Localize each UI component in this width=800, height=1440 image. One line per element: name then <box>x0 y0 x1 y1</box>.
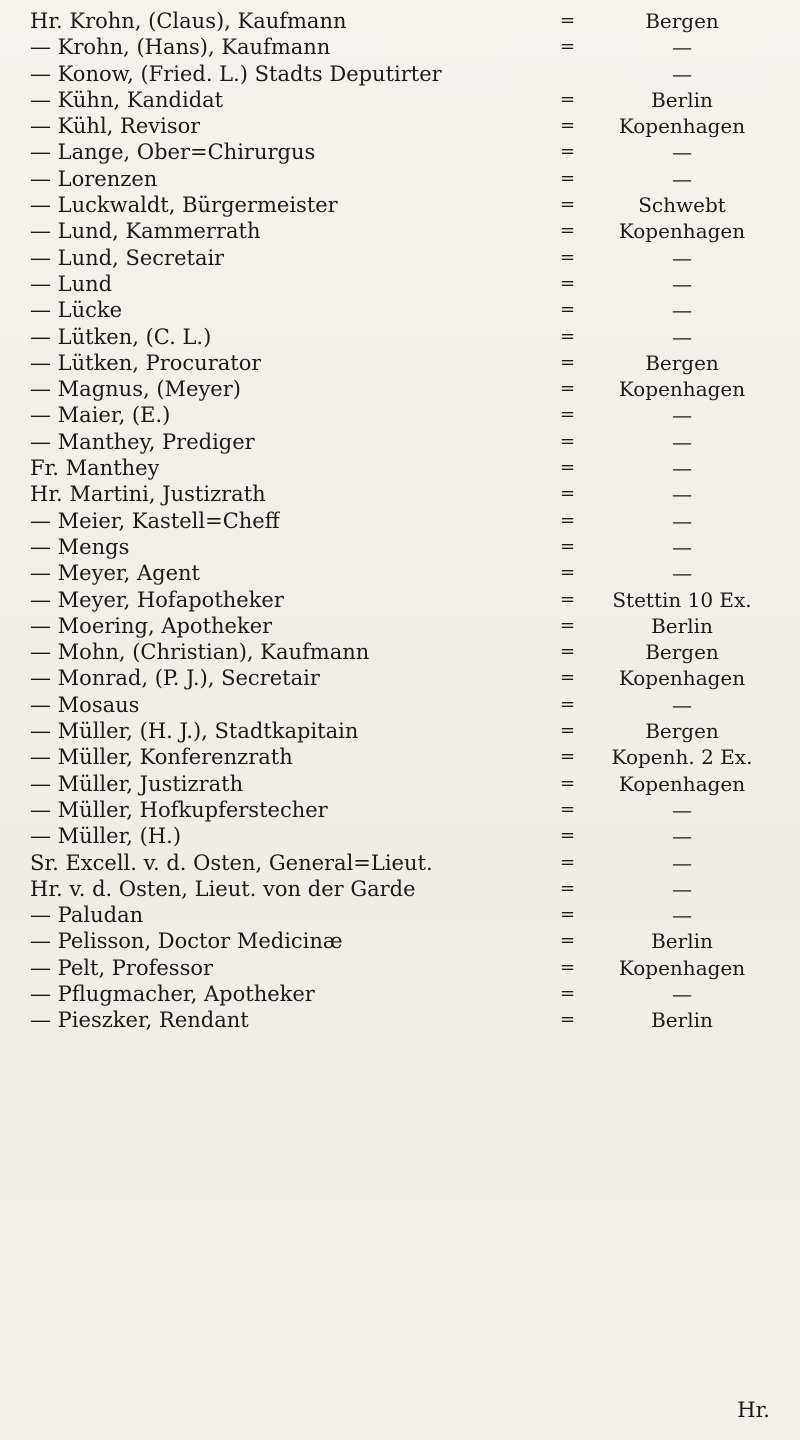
list-item <box>30 928 782 954</box>
subscriber-name: — Krohn, (Hans), Kaufmann <box>30 35 331 60</box>
separator-mark: = <box>560 430 576 452</box>
subscriber-place: — <box>672 876 692 901</box>
list-item <box>30 981 782 1007</box>
separator-mark: = <box>560 325 576 347</box>
subscriber-place: Berlin <box>651 929 713 954</box>
list-item <box>30 613 782 639</box>
subscriber-name: — Mohn, (Christian), Kaufmann <box>30 640 370 665</box>
separator-mark: = <box>560 167 576 189</box>
subscriber-place: — <box>672 561 692 586</box>
subscriber-place: — <box>672 850 692 875</box>
subscriber-name: — Lund, Kammerrath <box>30 219 261 244</box>
subscriber-name: — Mengs <box>30 534 130 559</box>
subscriber-place: Kopenhagen <box>618 219 746 244</box>
subscriber-place: — <box>672 429 692 454</box>
list-item <box>30 402 782 428</box>
subscriber-name: — Pelisson, Doctor Medicinæ <box>30 929 343 954</box>
subscriber-place: — <box>672 140 692 165</box>
subscriber-name: — Müller, Justizrath <box>30 771 244 796</box>
separator-mark: = <box>560 535 576 557</box>
subscriber-name: — Pelt, Professor <box>30 955 214 980</box>
subscriber-place: — <box>672 324 692 349</box>
separator-mark: = <box>560 509 576 531</box>
separator-mark: = <box>560 641 576 663</box>
subscriber-name: — Lund, Secretair <box>30 245 225 270</box>
subscriber-place: Stettin 10 Ex. <box>612 587 752 612</box>
separator-mark: = <box>560 877 576 899</box>
subscriber-name: — Moering, Apotheker <box>30 613 273 638</box>
subscriber-name: — Monrad, (P. J.), Secretair <box>30 666 320 691</box>
subscriber-name: — Kühn, Kandidat <box>30 87 224 112</box>
subscriber-place: — <box>672 271 692 296</box>
separator-mark: = <box>560 1009 576 1031</box>
subscriber-place: Bergen <box>645 350 719 375</box>
subscriber-name: Hr. v. d. Osten, Lieut. von der Garde <box>30 876 416 901</box>
list-item <box>30 560 782 586</box>
subscriber-place: — <box>672 981 692 1006</box>
list-item <box>30 850 782 876</box>
subscriber-list <box>30 8 782 1034</box>
separator-mark: = <box>560 36 576 58</box>
separator-mark: = <box>560 351 576 373</box>
list-item <box>30 139 782 165</box>
separator-mark: = <box>560 772 576 794</box>
separator-mark: = <box>560 141 576 163</box>
subscriber-name: Sr. Excell. v. d. Osten, General=Lieut. <box>30 850 433 875</box>
separator-mark: = <box>560 904 576 926</box>
separator-mark: = <box>560 930 576 952</box>
list-item <box>30 8 782 34</box>
subscriber-place: — <box>672 797 692 822</box>
separator-mark: = <box>560 194 576 216</box>
list-item <box>30 718 782 744</box>
subscriber-place: — <box>672 403 692 428</box>
separator-mark: = <box>560 667 576 689</box>
subscriber-place: Bergen <box>645 9 719 33</box>
subscriber-name: — Müller, Konferenzrath <box>30 745 293 770</box>
separator-mark: = <box>560 588 576 610</box>
subscriber-name: — Manthey, Prediger <box>30 429 255 454</box>
subscriber-name: — Pieszker, Rendant <box>30 1008 249 1033</box>
subscriber-name: — Lütken, Procurator <box>30 350 262 375</box>
subscriber-name: — Maier, (E.) <box>30 403 171 428</box>
subscriber-place: — <box>672 508 692 533</box>
subscriber-place: Kopenh. 2 Ex. <box>611 745 753 770</box>
subscriber-name: Hr. Krohn, (Claus), Kaufmann <box>30 9 347 33</box>
subscriber-name: — Mosaus <box>30 692 140 717</box>
subscriber-place: Kopenhagen <box>618 666 746 691</box>
subscriber-name: — Kühl, Revisor <box>30 114 201 139</box>
separator-mark: = <box>560 10 576 31</box>
list-item <box>30 508 782 534</box>
subscriber-name: Fr. Manthey <box>30 456 160 481</box>
separator-mark: = <box>560 693 576 715</box>
subscriber-name: — Magnus, (Meyer) <box>30 377 241 402</box>
list-item <box>30 902 782 928</box>
subscriber-name: — Meier, Kastell=Cheff <box>30 508 280 533</box>
subscriber-name: Hr. Martini, Justizrath <box>30 482 266 507</box>
list-item <box>30 87 782 113</box>
subscriber-name: — Müller, (H.) <box>30 824 182 849</box>
subscriber-place: Kopenhagen <box>618 114 746 139</box>
list-item <box>30 1007 782 1033</box>
separator-mark: = <box>560 982 576 1004</box>
separator-mark: = <box>560 378 576 400</box>
subscriber-place: — <box>672 692 692 717</box>
subscriber-name: — Müller, (H. J.), Stadtkapitain <box>30 719 359 744</box>
list-item <box>30 876 782 902</box>
separator-mark: = <box>560 956 576 978</box>
list-item <box>30 192 782 218</box>
list-item <box>30 744 782 770</box>
list-item <box>30 350 782 376</box>
list-item <box>30 34 782 60</box>
subscriber-name: — Luckwaldt, Bürgermeister <box>30 193 338 218</box>
subscriber-place: Schwebt <box>638 193 726 218</box>
list-item <box>30 218 782 244</box>
list-item <box>30 692 782 718</box>
separator-mark: = <box>560 614 576 636</box>
separator-mark: = <box>560 457 576 479</box>
list-item <box>30 797 782 823</box>
subscriber-place: Kopenhagen <box>618 771 746 796</box>
subscriber-place: Kopenhagen <box>618 377 746 402</box>
list-item <box>30 113 782 139</box>
subscriber-place: — <box>672 534 692 559</box>
separator-mark: = <box>560 483 576 505</box>
subscriber-name: — Meyer, Hofapotheker <box>30 587 284 612</box>
subscriber-place: — <box>672 824 692 849</box>
subscriber-name: — Lund <box>30 271 113 296</box>
separator-mark: = <box>560 825 576 847</box>
list-item <box>30 771 782 797</box>
subscriber-name: — Müller, Hofkupferstecher <box>30 797 328 822</box>
subscriber-name: — Lange, Ober=Chirurgus <box>30 140 316 165</box>
list-item <box>30 455 782 481</box>
list-item <box>30 245 782 271</box>
list-item <box>30 587 782 613</box>
subscriber-place: — <box>672 903 692 928</box>
list-item <box>30 324 782 350</box>
subscriber-place: Bergen <box>645 719 719 744</box>
separator-mark: = <box>560 299 576 321</box>
list-item <box>30 534 782 560</box>
catchword: Hr. <box>737 1398 770 1422</box>
separator-mark: = <box>560 746 576 768</box>
separator-mark: = <box>560 562 576 584</box>
subscriber-name: — Lorenzen <box>30 166 158 191</box>
list-item <box>30 376 782 402</box>
list-item <box>30 665 782 691</box>
list-item <box>30 429 782 455</box>
separator-mark: = <box>560 88 576 110</box>
subscriber-place: — <box>672 482 692 507</box>
subscriber-name: — Lütken, (C. L.) <box>30 324 212 349</box>
separator-mark: = <box>560 404 576 426</box>
subscriber-place: — <box>672 61 692 86</box>
separator-mark: = <box>560 115 576 137</box>
separator-mark: = <box>560 246 576 268</box>
list-item <box>30 481 782 507</box>
subscriber-place: — <box>672 298 692 323</box>
subscriber-place: Berlin <box>651 87 713 112</box>
separator-mark: = <box>560 220 576 242</box>
separator-mark: = <box>560 272 576 294</box>
subscriber-place: Kopenhagen <box>618 955 746 980</box>
subscriber-name: — Pflugmacher, Apotheker <box>30 981 315 1006</box>
subscriber-place: Berlin <box>651 613 713 638</box>
subscriber-name: — Paludan <box>30 903 144 928</box>
list-item <box>30 639 782 665</box>
list-item <box>30 823 782 849</box>
subscriber-place: — <box>672 245 692 270</box>
subscriber-place: — <box>672 166 692 191</box>
subscriber-name: — Konow, (Fried. L.) Stadts Deputirter <box>30 61 442 86</box>
subscriber-place: Berlin <box>651 1008 713 1033</box>
list-item <box>30 166 782 192</box>
separator-mark: = <box>560 851 576 873</box>
list-item <box>30 271 782 297</box>
separator-mark: = <box>560 720 576 742</box>
subscriber-place: — <box>672 35 692 60</box>
subscriber-place: — <box>672 456 692 481</box>
subscriber-place: Bergen <box>645 640 719 665</box>
subscriber-name: — Meyer, Agent <box>30 561 200 586</box>
subscriber-name: — Lücke <box>30 298 123 323</box>
list-item <box>30 955 782 981</box>
separator-mark: = <box>560 798 576 820</box>
list-item <box>30 61 782 87</box>
list-item <box>30 297 782 323</box>
